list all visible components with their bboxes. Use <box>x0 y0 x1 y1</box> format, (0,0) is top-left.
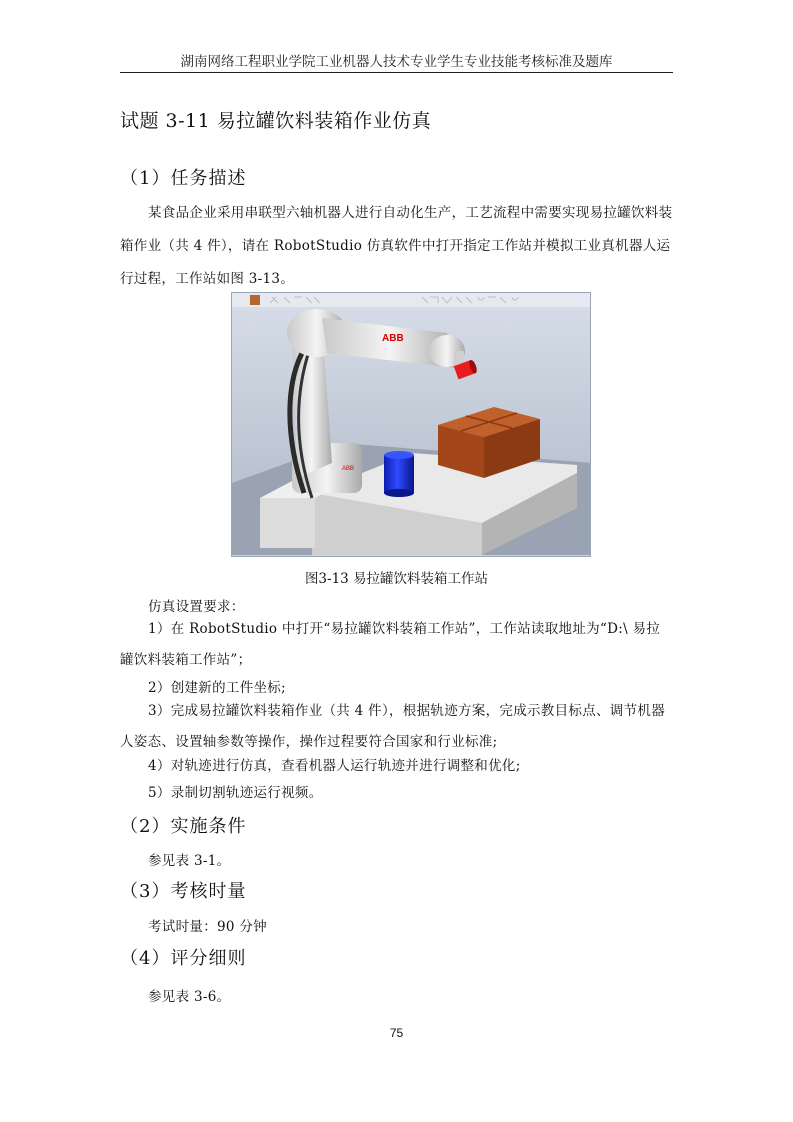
task-paragraph: 某食品企业采用串联型六轴机器人进行自动化生产，工艺流程中需要实现易拉罐饮料装箱作业（共 4 件），请在 RobotStudio 仿真软件中打开指定工作站并模拟工业真机器人运行过程，工作站如图 3-13。 <box>120 205 673 287</box>
beverage-can <box>384 455 414 493</box>
requirement-item: 1）在 RobotStudio 中打开“易拉罐饮料装箱工作站”，工作站读取地址为“D:\ 易拉罐饮料装箱工作站”； <box>120 621 661 668</box>
scoring-heading: （4）评分细则 <box>120 948 247 969</box>
time-heading: （3）考核时量 <box>120 881 247 902</box>
toolbar-icon <box>250 295 260 305</box>
conditions-heading: （2）实施条件 <box>120 816 247 837</box>
workstation-illustration <box>232 293 591 557</box>
exercise-title: 试题 3-11 易拉罐饮料装箱作业仿真 <box>120 110 432 132</box>
requirement-item: 5）录制切割轨迹运行视频。 <box>148 785 323 801</box>
time-text: 考试时量：90 分钟 <box>148 919 267 935</box>
figure-caption: 图3-13 易拉罐饮料装箱工作站 <box>304 571 489 587</box>
abb-logo-arm: ABB <box>382 333 404 344</box>
requirement-item: 4）对轨迹进行仿真，查看机器人运行轨迹并进行调整和优化; <box>148 758 521 774</box>
page-number: 75 <box>389 1026 404 1040</box>
requirement-item: 2）创建新的工件坐标; <box>148 680 286 696</box>
requirements-title: 仿真设置要求： <box>148 599 245 615</box>
requirement-item: 3）完成易拉罐饮料装箱作业（共 4 件），根据轨迹方案，完成示教目标点、调节机器人姿态、设置轴参数等操作，操作过程要符合国家和行业标准; <box>120 703 666 750</box>
conditions-text: 参见表 3-1。 <box>148 853 231 869</box>
page-header: 湖南网络工程职业学院工业机器人技术专业学生专业技能考核标准及题库 <box>180 54 613 70</box>
abb-logo-base: ABB <box>342 466 355 472</box>
header-rule <box>120 72 673 73</box>
workstation-figure <box>231 292 591 557</box>
task-heading: （1）任务描述 <box>120 168 247 189</box>
scoring-text: 参见表 3-6。 <box>148 989 231 1005</box>
